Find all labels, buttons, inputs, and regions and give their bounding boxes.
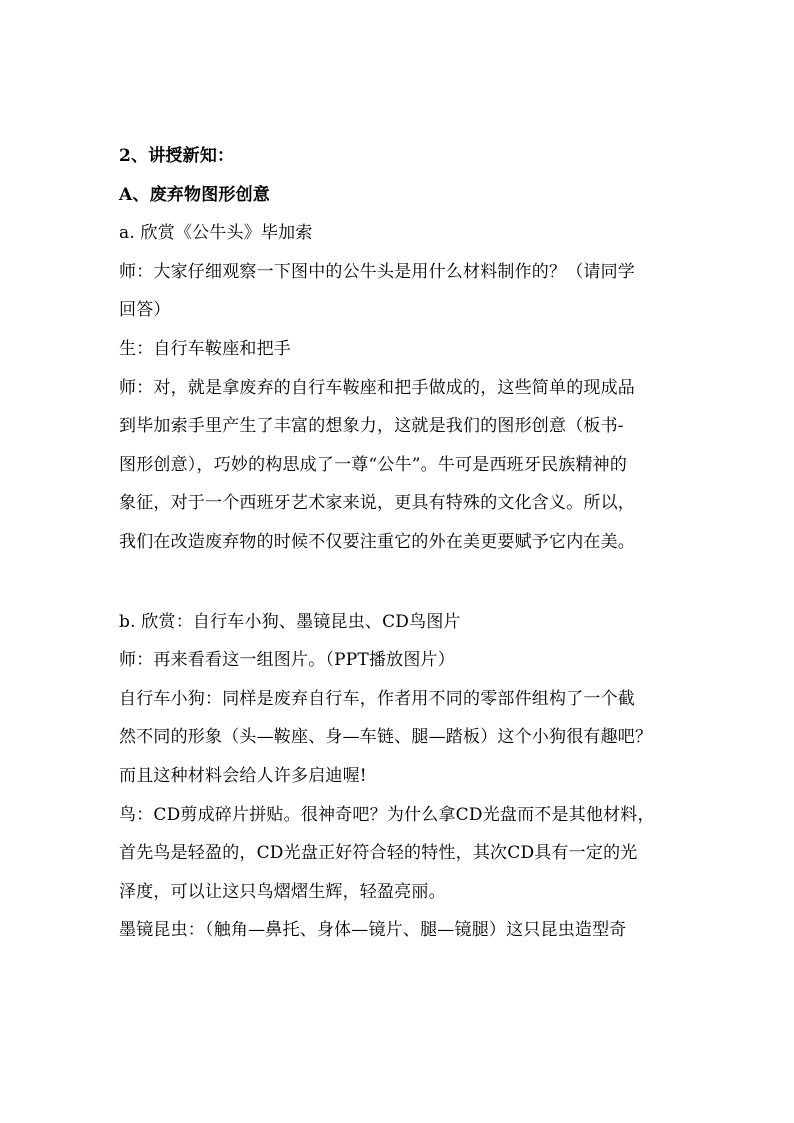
paragraph-line: 泽度，可以让这只鸟熠熠生辉，轻盈亮丽。: [119, 881, 446, 902]
paragraph-line: 师：再来看看这一组图片。（PPT播放图片）: [119, 650, 455, 671]
paragraph-gap: [119, 562, 685, 603]
subsection-heading: A、废弃物图形创意: [119, 184, 270, 205]
paragraph-line: 师：对，就是拿废弃的自行车鞍座和把手做成的，这些简单的现成品: [119, 377, 635, 398]
paragraph-line: 回答）: [119, 300, 171, 321]
paragraph-line: 而且这种材料会给人许多启迪喔!: [119, 765, 367, 786]
paragraph-line: 墨镜昆虫：（触角—鼻托、身体—镜片、腿—镜腿）这只昆虫造型奇: [119, 920, 627, 941]
part-a-title: a. 欣赏《公牛头》毕加索: [119, 223, 313, 244]
part-b-title: b. 欣赏：自行车小狗、墨镜昆虫、CD鸟图片: [119, 611, 461, 632]
section-heading: 2、讲授新知：: [119, 146, 235, 166]
paragraph-line: 图形创意），巧妙的构思成了一尊“公牛”。牛可是西班牙民族精神的: [119, 454, 628, 475]
paragraph-line: 然不同的形象（头—鞍座、身—车链、腿—踏板）这个小狗很有趣吧？: [119, 727, 653, 748]
paragraph-line: 到毕加索手里产生了丰富的想象力，这就是我们的图形创意（板书-: [119, 416, 624, 437]
paragraph-line: 我们在改造废弃物的时候不仅要注重它的外在美更要赋予它内在美。: [119, 531, 635, 552]
paragraph-line: 象征，对于一个西班牙艺术家来说，更具有特殊的文化含义。所以，: [119, 493, 635, 514]
paragraph-line: 自行车小狗：同样是废弃自行车，作者用不同的零部件组构了一个截: [119, 688, 635, 709]
document-page: [119, 137, 685, 950]
paragraph-line: 鸟：CD剪成碎片拼贴。很神奇吧？为什么拿CD光盘而不是其他材料，: [119, 804, 655, 825]
paragraph-line: 生：自行车鞍座和把手: [119, 338, 291, 359]
paragraph-line: 首先鸟是轻盈的，CD光盘正好符合轻的特性，其次CD具有一定的光: [119, 843, 638, 864]
paragraph-line: 师：大家仔细观察一下图中的公牛头是用什么材料制作的？（请同学: [119, 261, 635, 282]
